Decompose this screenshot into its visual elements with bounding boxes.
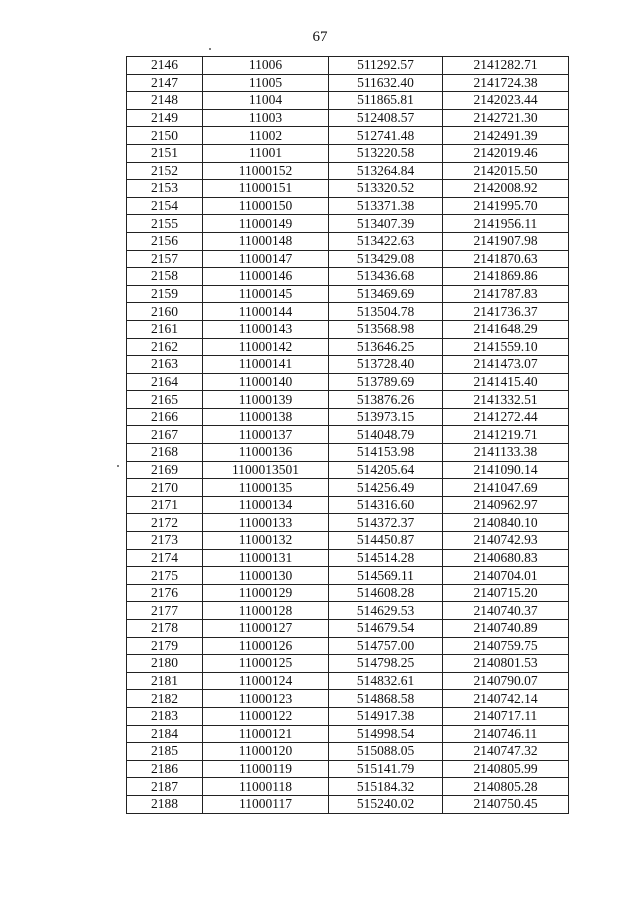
coordinate-x-cell: 514798.25: [329, 655, 443, 673]
coordinate-y-cell: 2141907.98: [443, 232, 569, 250]
point-id-cell: 11000123: [203, 690, 329, 708]
coordinate-x-cell: 514514.28: [329, 549, 443, 567]
coordinate-y-cell: 2140715.20: [443, 584, 569, 602]
coordinate-x-cell: 514048.79: [329, 426, 443, 444]
table-row: [127, 444, 569, 462]
row-number-cell: 2182: [127, 690, 203, 708]
point-id-cell: 11000144: [203, 303, 329, 321]
table-row: [127, 109, 569, 127]
row-number-cell: 2158: [127, 268, 203, 286]
table-row: [127, 408, 569, 426]
point-id-cell: 11000132: [203, 532, 329, 550]
coordinate-y-cell: 2142008.92: [443, 180, 569, 198]
coordinate-x-cell: 514153.98: [329, 444, 443, 462]
coordinate-x-cell: 514205.64: [329, 461, 443, 479]
point-id-cell: 11000117: [203, 795, 329, 813]
table-row: [127, 338, 569, 356]
row-number-cell: 2156: [127, 232, 203, 250]
coordinate-x-cell: 514316.60: [329, 496, 443, 514]
row-number-cell: 2160: [127, 303, 203, 321]
table-row: [127, 496, 569, 514]
row-number-cell: 2184: [127, 725, 203, 743]
table-row: [127, 461, 569, 479]
table-row: [127, 707, 569, 725]
table-row: [127, 144, 569, 162]
point-id-cell: 11000124: [203, 672, 329, 690]
point-id-cell: 11000126: [203, 637, 329, 655]
table-row: [127, 514, 569, 532]
point-id-cell: 11001: [203, 144, 329, 162]
table-row: [127, 532, 569, 550]
coordinate-x-cell: 513422.63: [329, 232, 443, 250]
coordinate-y-cell: 2140746.11: [443, 725, 569, 743]
table-row: [127, 74, 569, 92]
table-row: [127, 567, 569, 585]
coordinate-x-cell: 513973.15: [329, 408, 443, 426]
point-id-cell: 11000128: [203, 602, 329, 620]
table-row: [127, 162, 569, 180]
table-row: [127, 426, 569, 444]
point-id-cell: 11000121: [203, 725, 329, 743]
row-number-cell: 2153: [127, 180, 203, 198]
coordinate-x-cell: 513646.25: [329, 338, 443, 356]
coordinate-x-cell: 514256.49: [329, 479, 443, 497]
coordinate-y-cell: 2140962.97: [443, 496, 569, 514]
point-id-cell: 11000152: [203, 162, 329, 180]
table-row: [127, 778, 569, 796]
coordinate-x-cell: 514998.54: [329, 725, 443, 743]
coordinate-y-cell: 2142491.39: [443, 127, 569, 145]
scan-speck: [209, 48, 211, 50]
row-number-cell: 2164: [127, 373, 203, 391]
coordinate-x-cell: 514679.54: [329, 620, 443, 638]
point-id-cell: 11000129: [203, 584, 329, 602]
point-id-cell: 11000150: [203, 197, 329, 215]
coordinate-y-cell: 2140740.89: [443, 620, 569, 638]
coordinate-y-cell: 2141870.63: [443, 250, 569, 268]
row-number-cell: 2162: [127, 338, 203, 356]
coordinate-y-cell: 2140759.75: [443, 637, 569, 655]
row-number-cell: 2183: [127, 707, 203, 725]
point-id-cell: 11000148: [203, 232, 329, 250]
table-row: [127, 620, 569, 638]
point-id-cell: 11000138: [203, 408, 329, 426]
coordinate-x-cell: 513320.52: [329, 180, 443, 198]
row-number-cell: 2170: [127, 479, 203, 497]
coordinate-x-cell: 512741.48: [329, 127, 443, 145]
row-number-cell: 2179: [127, 637, 203, 655]
point-id-cell: 11004: [203, 92, 329, 110]
row-number-cell: 2174: [127, 549, 203, 567]
point-id-cell: 11000119: [203, 760, 329, 778]
table-row: [127, 655, 569, 673]
coordinate-x-cell: 513789.69: [329, 373, 443, 391]
table-row: [127, 391, 569, 409]
coordinate-y-cell: 2141648.29: [443, 320, 569, 338]
point-id-cell: 11006: [203, 57, 329, 75]
table-row: [127, 320, 569, 338]
table-row: [127, 268, 569, 286]
coordinate-y-cell: 2140805.99: [443, 760, 569, 778]
coordinate-y-cell: 2140742.93: [443, 532, 569, 550]
row-number-cell: 2149: [127, 109, 203, 127]
coordinate-x-cell: 515240.02: [329, 795, 443, 813]
row-number-cell: 2180: [127, 655, 203, 673]
coordinate-y-cell: 2141995.70: [443, 197, 569, 215]
coordinate-x-cell: 513371.38: [329, 197, 443, 215]
table-row: [127, 672, 569, 690]
coordinate-y-cell: 2140704.01: [443, 567, 569, 585]
table-row: [127, 285, 569, 303]
row-number-cell: 2187: [127, 778, 203, 796]
coordinate-x-cell: 511292.57: [329, 57, 443, 75]
table-row: [127, 637, 569, 655]
coordinate-y-cell: 2141736.37: [443, 303, 569, 321]
point-id-cell: 11000134: [203, 496, 329, 514]
table-row: [127, 180, 569, 198]
point-id-cell: 11000139: [203, 391, 329, 409]
coordinate-y-cell: 2140717.11: [443, 707, 569, 725]
point-id-cell: 11000127: [203, 620, 329, 638]
coordinate-y-cell: 2140740.37: [443, 602, 569, 620]
point-id-cell: 11000133: [203, 514, 329, 532]
row-number-cell: 2155: [127, 215, 203, 233]
coordinate-x-cell: 514917.38: [329, 707, 443, 725]
coordinate-y-cell: 2140790.07: [443, 672, 569, 690]
row-number-cell: 2157: [127, 250, 203, 268]
point-id-cell: 11000141: [203, 356, 329, 374]
row-number-cell: 2188: [127, 795, 203, 813]
table-row: [127, 127, 569, 145]
point-id-cell: 11000118: [203, 778, 329, 796]
point-id-cell: 11005: [203, 74, 329, 92]
coordinate-x-cell: 515141.79: [329, 760, 443, 778]
coordinate-x-cell: 513504.78: [329, 303, 443, 321]
row-number-cell: 2186: [127, 760, 203, 778]
row-number-cell: 2163: [127, 356, 203, 374]
table-row: [127, 760, 569, 778]
coordinate-y-cell: 2141090.14: [443, 461, 569, 479]
row-number-cell: 2152: [127, 162, 203, 180]
row-number-cell: 2175: [127, 567, 203, 585]
coordinate-x-cell: 513429.08: [329, 250, 443, 268]
coordinate-y-cell: 2140840.10: [443, 514, 569, 532]
table-row: [127, 690, 569, 708]
row-number-cell: 2173: [127, 532, 203, 550]
point-id-cell: 11000122: [203, 707, 329, 725]
coordinate-x-cell: 514608.28: [329, 584, 443, 602]
coordinate-y-cell: 2141047.69: [443, 479, 569, 497]
table-row: [127, 92, 569, 110]
point-id-cell: 11000149: [203, 215, 329, 233]
row-number-cell: 2168: [127, 444, 203, 462]
table-row: [127, 743, 569, 761]
coordinate-y-cell: 2140750.45: [443, 795, 569, 813]
coordinate-y-cell: 2141787.83: [443, 285, 569, 303]
point-id-cell: 11000147: [203, 250, 329, 268]
table-row: [127, 197, 569, 215]
coordinate-y-cell: 2140747.32: [443, 743, 569, 761]
coordinate-y-cell: 2141219.71: [443, 426, 569, 444]
row-number-cell: 2146: [127, 57, 203, 75]
coordinate-x-cell: 513728.40: [329, 356, 443, 374]
coordinate-x-cell: 513220.58: [329, 144, 443, 162]
row-number-cell: 2148: [127, 92, 203, 110]
coordinate-x-cell: 513264.84: [329, 162, 443, 180]
row-number-cell: 2166: [127, 408, 203, 426]
coordinate-x-cell: 514868.58: [329, 690, 443, 708]
page-number: 67: [312, 29, 328, 45]
table-row: [127, 57, 569, 75]
coordinate-x-cell: 513436.68: [329, 268, 443, 286]
coordinate-y-cell: 2140805.28: [443, 778, 569, 796]
table-row: [127, 303, 569, 321]
row-number-cell: 2171: [127, 496, 203, 514]
point-id-cell: 11000136: [203, 444, 329, 462]
coordinate-y-cell: 2142023.44: [443, 92, 569, 110]
point-id-cell: 11000151: [203, 180, 329, 198]
coordinate-x-cell: 514757.00: [329, 637, 443, 655]
row-number-cell: 2147: [127, 74, 203, 92]
row-number-cell: 2150: [127, 127, 203, 145]
coordinate-y-cell: 2141473.07: [443, 356, 569, 374]
coordinates-table-body: [127, 57, 569, 814]
coordinate-x-cell: 514629.53: [329, 602, 443, 620]
coordinate-x-cell: 515088.05: [329, 743, 443, 761]
row-number-cell: 2154: [127, 197, 203, 215]
row-number-cell: 2172: [127, 514, 203, 532]
coordinate-y-cell: 2140742.14: [443, 690, 569, 708]
point-id-cell: 11000131: [203, 549, 329, 567]
table-row: [127, 356, 569, 374]
row-number-cell: 2159: [127, 285, 203, 303]
row-number-cell: 2161: [127, 320, 203, 338]
point-id-cell: 11000142: [203, 338, 329, 356]
point-id-cell: 11000143: [203, 320, 329, 338]
coordinate-y-cell: 2141282.71: [443, 57, 569, 75]
point-id-cell: 11000140: [203, 373, 329, 391]
coordinate-y-cell: 2141956.11: [443, 215, 569, 233]
coordinate-x-cell: 513469.69: [329, 285, 443, 303]
coordinate-x-cell: 514569.11: [329, 567, 443, 585]
table-row: [127, 725, 569, 743]
row-number-cell: 2151: [127, 144, 203, 162]
coordinate-x-cell: 514832.61: [329, 672, 443, 690]
coordinate-y-cell: 2141415.40: [443, 373, 569, 391]
point-id-cell: 11002: [203, 127, 329, 145]
point-id-cell: 11000120: [203, 743, 329, 761]
point-id-cell: 11000130: [203, 567, 329, 585]
table-row: [127, 549, 569, 567]
coordinate-x-cell: 513568.98: [329, 320, 443, 338]
coordinate-y-cell: 2141272.44: [443, 408, 569, 426]
point-id-cell: 11000146: [203, 268, 329, 286]
point-id-cell: 11000125: [203, 655, 329, 673]
table-row: [127, 795, 569, 813]
coordinate-y-cell: 2142015.50: [443, 162, 569, 180]
coordinate-y-cell: 2141133.38: [443, 444, 569, 462]
coordinate-y-cell: 2141869.86: [443, 268, 569, 286]
row-number-cell: 2165: [127, 391, 203, 409]
row-number-cell: 2169: [127, 461, 203, 479]
table-row: [127, 250, 569, 268]
coordinate-y-cell: 2140801.53: [443, 655, 569, 673]
point-id-cell: 11000145: [203, 285, 329, 303]
point-id-cell: 11000135: [203, 479, 329, 497]
coordinate-x-cell: 515184.32: [329, 778, 443, 796]
coordinate-y-cell: 2142721.30: [443, 109, 569, 127]
row-number-cell: 2181: [127, 672, 203, 690]
point-id-cell: 11003: [203, 109, 329, 127]
table-row: [127, 373, 569, 391]
coordinate-y-cell: 2141332.51: [443, 391, 569, 409]
coordinate-y-cell: 2141724.38: [443, 74, 569, 92]
coordinates-table: [126, 56, 569, 814]
coordinate-x-cell: 513876.26: [329, 391, 443, 409]
coordinate-x-cell: 513407.39: [329, 215, 443, 233]
coordinate-x-cell: 514372.37: [329, 514, 443, 532]
row-number-cell: 2176: [127, 584, 203, 602]
coordinate-x-cell: 511865.81: [329, 92, 443, 110]
coordinate-y-cell: 2140680.83: [443, 549, 569, 567]
row-number-cell: 2185: [127, 743, 203, 761]
table-row: [127, 479, 569, 497]
coordinate-x-cell: 511632.40: [329, 74, 443, 92]
table-row: [127, 232, 569, 250]
row-number-cell: 2177: [127, 602, 203, 620]
coordinate-y-cell: 2141559.10: [443, 338, 569, 356]
coordinate-x-cell: 512408.57: [329, 109, 443, 127]
coordinate-x-cell: 514450.87: [329, 532, 443, 550]
coordinate-y-cell: 2142019.46: [443, 144, 569, 162]
table-row: [127, 215, 569, 233]
row-number-cell: 2167: [127, 426, 203, 444]
table-row: [127, 602, 569, 620]
point-id-cell: 11000137: [203, 426, 329, 444]
scan-speck: [117, 465, 119, 467]
table-row: [127, 584, 569, 602]
row-number-cell: 2178: [127, 620, 203, 638]
point-id-cell: 1100013501: [203, 461, 329, 479]
